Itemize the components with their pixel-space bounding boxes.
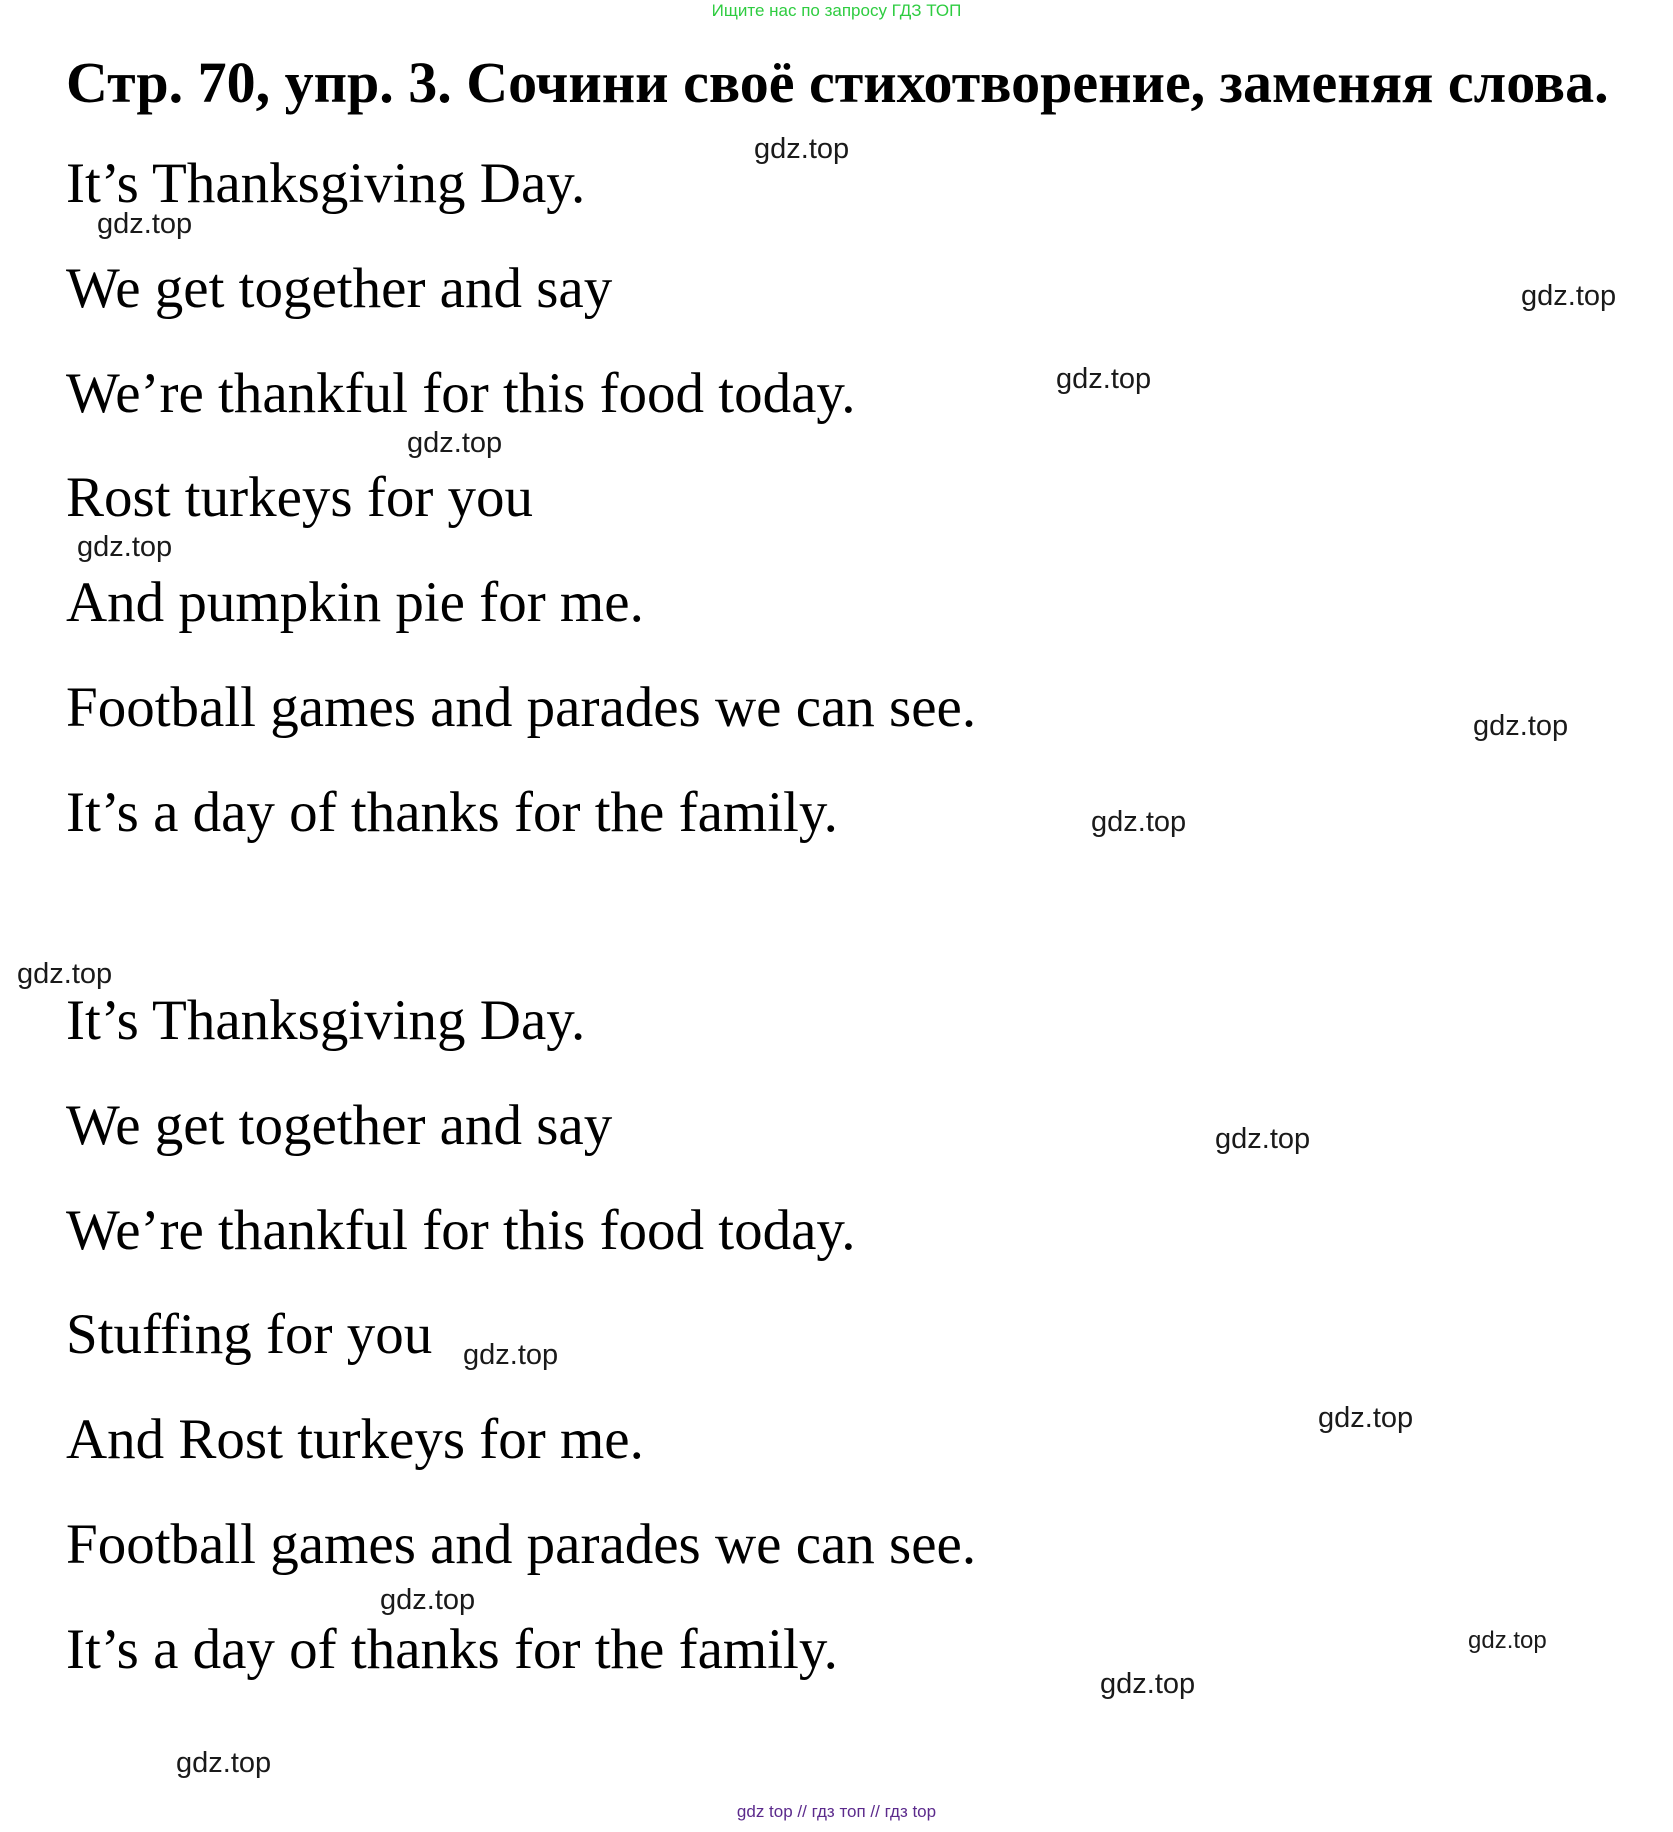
watermark: gdz.top [1056,363,1152,395]
watermark: gdz.top [1100,1668,1196,1700]
footer-watermark: gdz top // гдз топ // гдз top [736,1802,937,1821]
search-hint-banner: Ищите нас по запросу ГДЗ ТОП [711,1,962,20]
poem1-line-6: Football games and parades we can see. [66,676,977,739]
watermark: gdz.top [77,531,173,563]
poem1-line-2: We get together and say [66,257,613,320]
poem1-line-7: It’s a day of thanks for the family. [66,781,838,844]
poem1-line-5: And pumpkin pie for me. [66,571,644,634]
watermark: gdz.top [407,427,503,459]
poem2-line-2: We get together and say [66,1094,613,1157]
watermark: gdz.top [380,1584,476,1616]
watermark: gdz.top [463,1339,559,1371]
watermark: gdz.top [176,1747,272,1779]
watermark: gdz.top [97,208,193,240]
poem2-line-7: It’s a day of thanks for the family. [66,1618,838,1681]
watermark: gdz.top [1521,280,1617,312]
watermark: gdz.top [754,133,850,165]
poem2-line-6: Football games and parades we can see. [66,1513,977,1576]
page-title: Стр. 70, упр. 3. Сочини своё стихотворение, заменяя слова. [66,50,1609,115]
poem1-line-3: We’re thankful for this food today. [66,362,856,425]
watermark: gdz.top [1473,710,1569,742]
watermark: gdz.top [1318,1402,1414,1434]
poem2-line-4: Stuffing for you [66,1303,433,1366]
poem1-line-4: Rost turkeys for you [66,466,534,529]
watermark: gdz.top [1215,1123,1311,1155]
poem1-line-1: It’s Thanksgiving Day. [66,152,586,215]
poem2-line-3: We’re thankful for this food today. [66,1199,856,1262]
watermark: gdz.top [1468,1627,1547,1654]
poem2-line-5: And Rost turkeys for me. [66,1408,644,1471]
watermark: gdz.top [1091,806,1187,838]
watermark: gdz.top [17,958,113,990]
poem2-line-1: It’s Thanksgiving Day. [66,989,586,1052]
